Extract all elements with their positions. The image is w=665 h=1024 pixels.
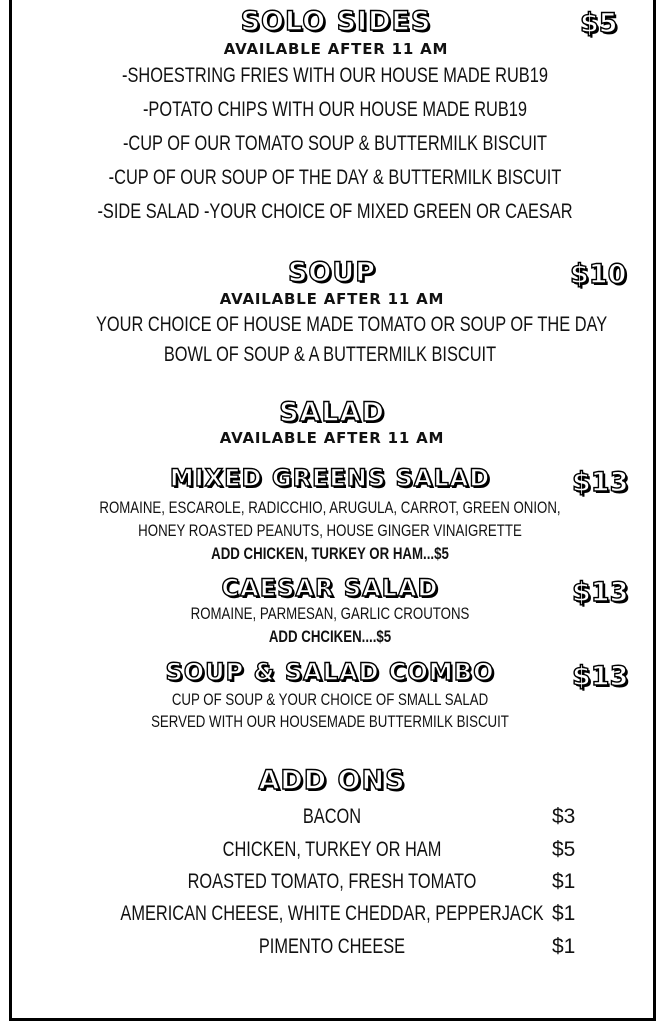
solo-sides-availability: AVAILABLE AFTER 11 AM [223,40,449,58]
list-item [0,902,665,932]
mixed-greens-price: $13 [572,467,629,498]
salad-addon-note: ADD CHICKEN, TURKEY OR HAM...$5 [211,544,449,563]
salad-line: HONEY ROASTED PEANUTS, HOUSE GINGER VINAIGRETTE [138,521,522,540]
soup-line: BOWL OF SOUP & A BUTTERMILK BISCUIT [163,343,497,366]
addon-name: AMERICAN CHEESE, WHITE CHEDDAR, PEPPERJACK [120,902,544,925]
combo-price: $13 [572,661,629,692]
addon-name: ROASTED TOMATO, FRESH TOMATO [187,870,477,893]
solo-sides-price: $5 [580,8,618,39]
caesar-price: $13 [572,577,629,608]
addon-name: BACON [302,805,362,828]
list-item: -POTATO CHIPS WITH OUR HOUSE MADE RUB19 [142,98,528,121]
addon-name: PIMENTO CHEESE [258,935,406,958]
salad-line: SERVED WITH OUR HOUSEMADE BUTTERMILK BISCUIT [151,712,509,731]
addon-price: $1 [552,870,576,893]
addon-price: $5 [552,838,576,861]
soup-description [30,313,630,373]
list-item: -SHOESTRING FRIES WITH OUR HOUSE MADE RUB19 [122,64,548,87]
soup-availability: AVAILABLE AFTER 11 AM [219,290,445,308]
salad-addon-note: ADD CHCIKEN....$5 [268,627,392,646]
list-item [0,838,665,868]
list-item [0,870,665,900]
salad-availability: AVAILABLE AFTER 11 AM [219,429,445,447]
mixed-greens-description [30,498,630,567]
combo-title: SOUP & SALAD COMBO [165,658,495,686]
list-item: -CUP OF OUR TOMATO SOUP & BUTTERMILK BISCUIT [122,132,548,155]
addon-name: CHICKEN, TURKEY OR HAM [222,838,442,861]
solo-sides-title: SOLO SIDES [240,6,432,37]
salad-line: ROMAINE, ESCAROLE, RADICCHIO, ARUGULA, CARROT, GREEN ONION, [99,498,561,517]
salad-line: CUP OF SOUP & YOUR CHOICE OF SMALL SALAD [171,690,489,709]
list-item: -SIDE SALAD -YOUR CHOICE OF MIXED GREEN OR CAESAR [97,200,573,223]
addon-price: $1 [552,902,576,925]
combo-description [30,690,630,734]
caesar-description [30,604,630,650]
add-ons-title: ADD ONS [258,765,406,796]
salad-line: ROMAINE, PARMESAN, GARLIC CROUTONS [190,604,470,623]
addon-price: $3 [552,805,576,828]
list-item [0,805,665,835]
soup-price: $10 [570,259,627,290]
list-item [0,935,665,965]
list-item: -CUP OF OUR SOUP OF THE DAY & BUTTERMILK BISCUIT [108,166,562,189]
add-ons-list [0,805,665,970]
caesar-title: CAESAR SALAD [221,574,439,602]
mixed-greens-title: MIXED GREENS SALAD [169,464,491,492]
soup-title: SOUP [287,257,377,288]
salad-title: SALAD [279,397,385,428]
solo-sides-list [30,64,640,234]
addon-price: $1 [552,935,576,958]
soup-line: YOUR CHOICE OF HOUSE MADE TOMATO OR SOUP OF THE DAY [96,313,608,336]
